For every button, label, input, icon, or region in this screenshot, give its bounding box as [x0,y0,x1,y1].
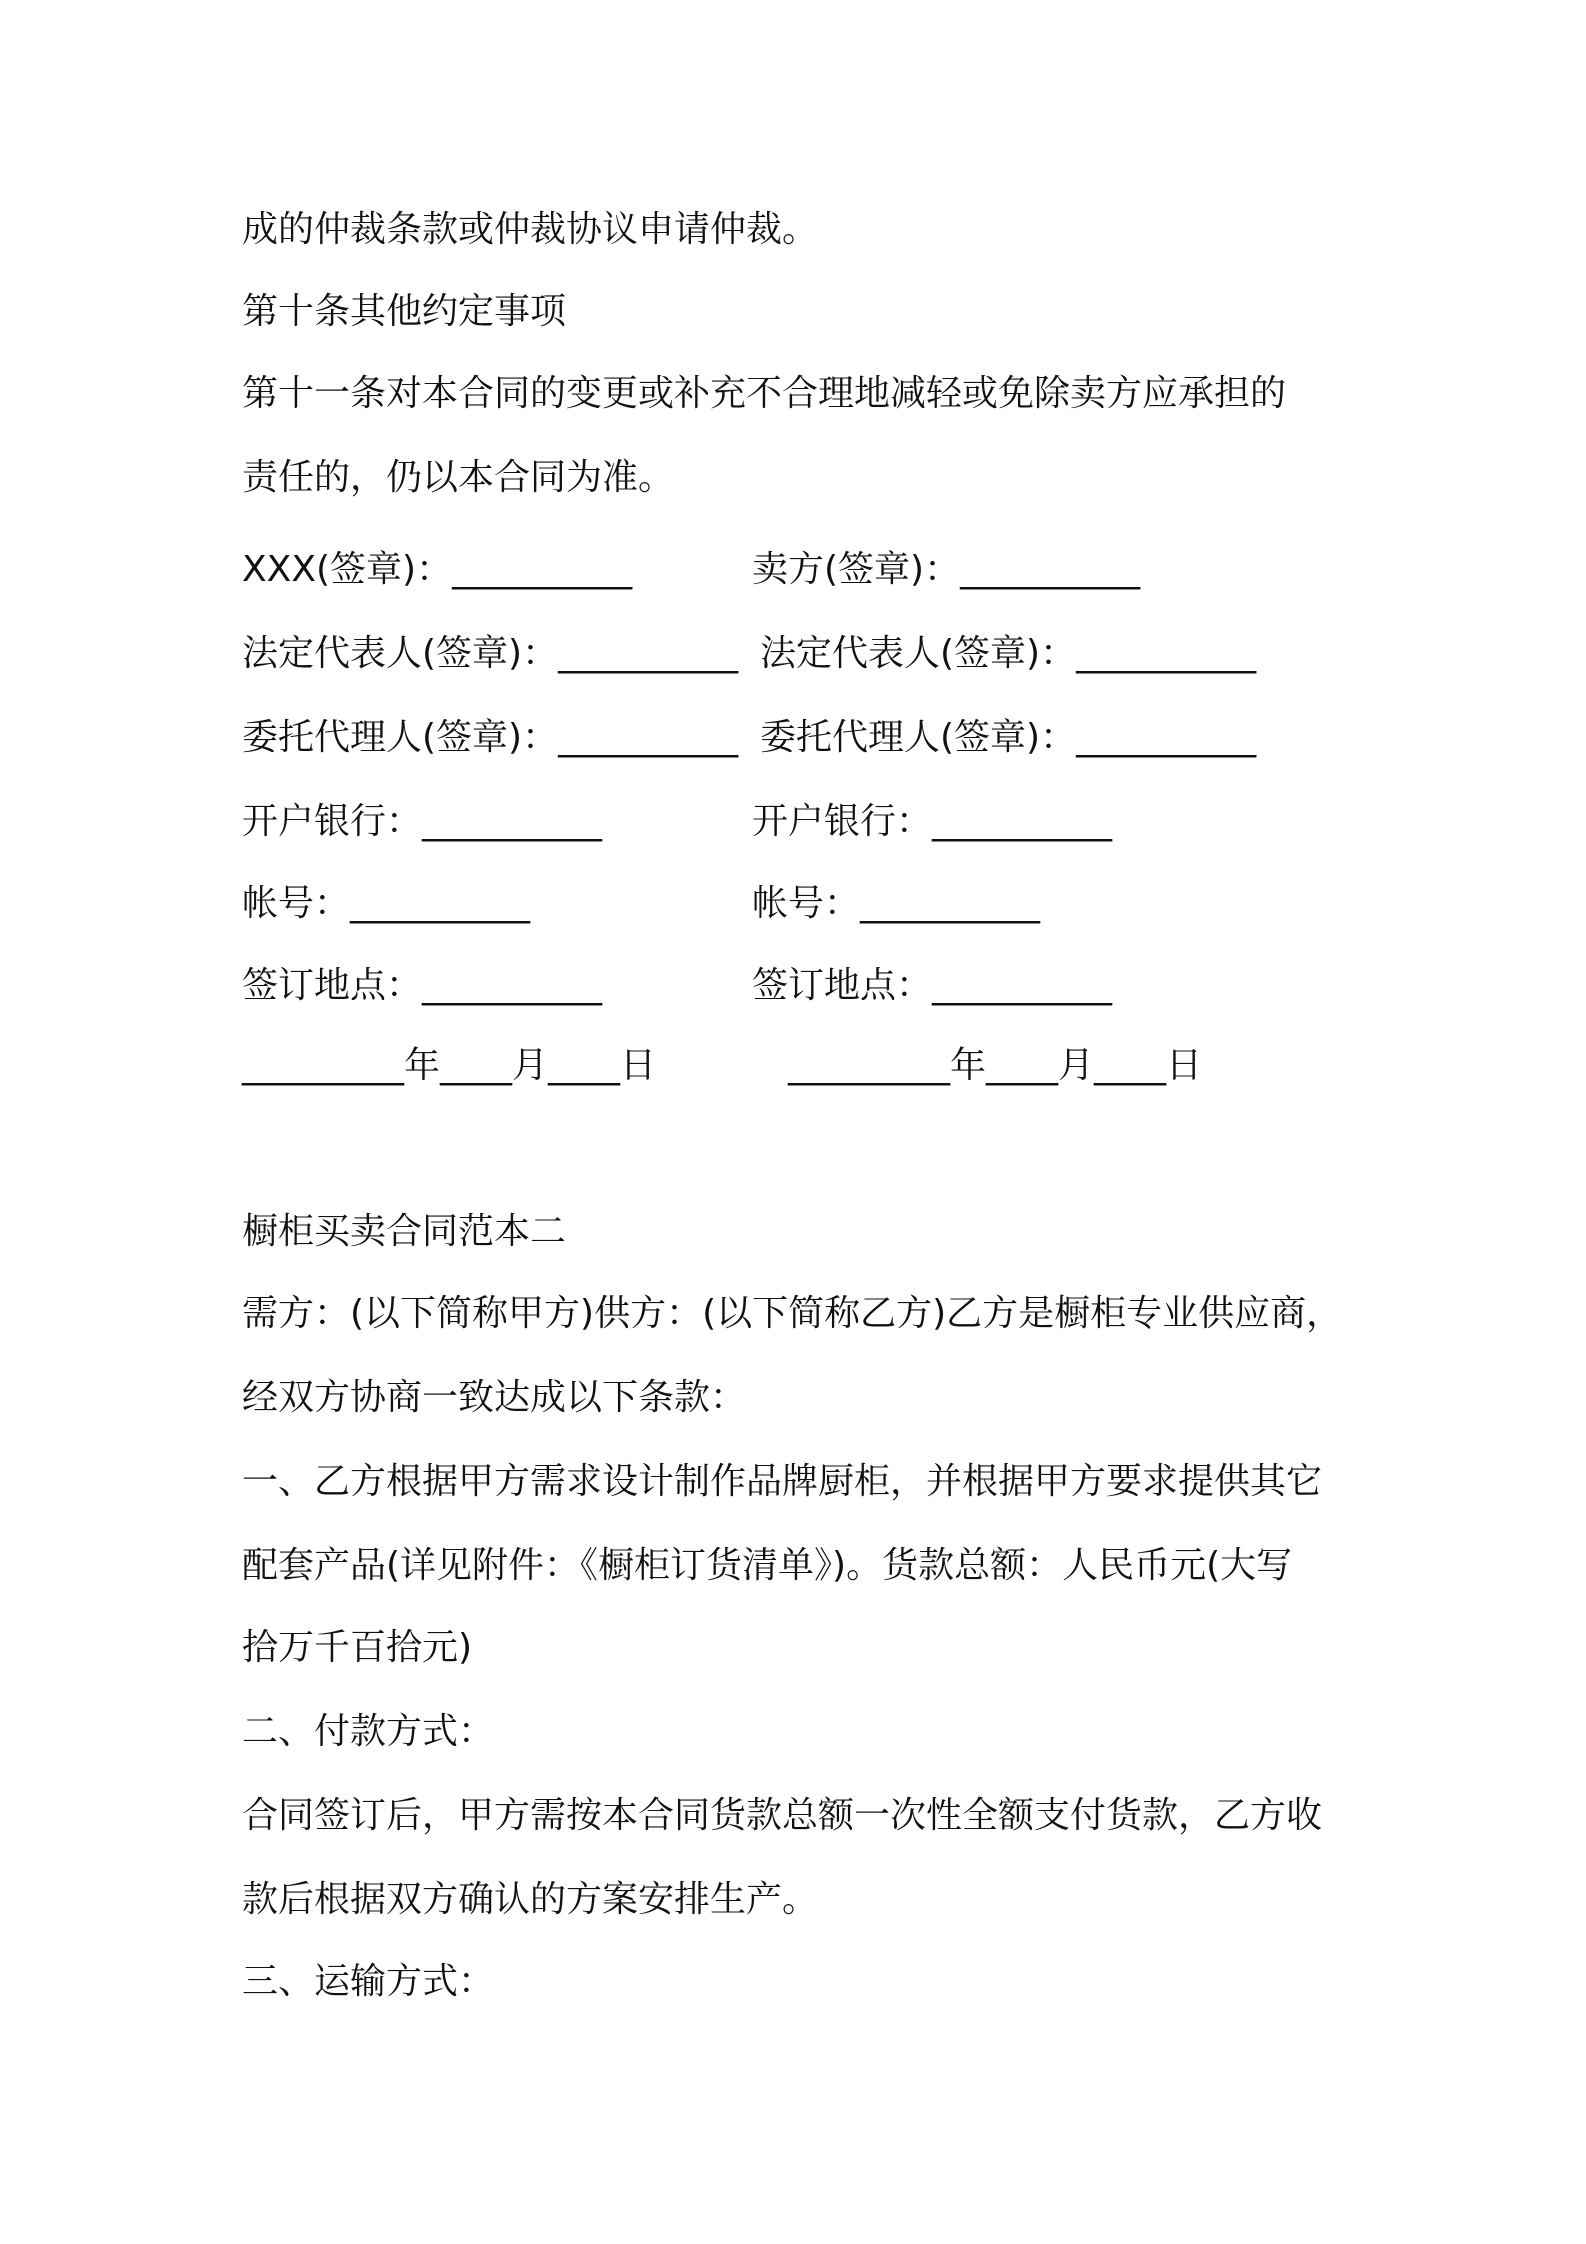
clause-2-line-1: 合同签订后，甲方需按本合同货款总额一次性全额支付货款，乙方收 [242,1795,1323,1836]
article-11-line-1: 第十一条对本合同的变更或补充不合理地减轻或免除卖方应承担的 [242,373,1287,414]
article-10-heading: 第十条其他约定事项 [242,291,567,332]
signature-buyer-seal: XXX(签章)：__________ [242,549,633,590]
signature-legal-rep-left: 法定代表人(签章)：__________ [242,633,739,674]
clause-2-heading: 二、付款方式： [242,1711,495,1752]
signature-date-left: _________年____月____日 [242,1045,656,1086]
article-11-line-2: 责任的，仍以本合同为准。 [242,457,675,498]
arbitration-continuation: 成的仲裁条款或仲裁协议申请仲裁。 [242,209,819,250]
clause-2-line-2: 款后根据双方确认的方案安排生产。 [242,1879,819,1920]
signature-seller-seal: 卖方(签章)：__________ [752,549,1141,590]
signature-legal-rep-right: 法定代表人(签章)：__________ [760,633,1257,674]
clause-1-line-1: 一、乙方根据甲方需求设计制作品牌厨柜，并根据甲方要求提供其它 [242,1461,1323,1502]
signature-account-right: 帐号：__________ [752,883,1041,924]
parties-line-2: 经双方协商一致达成以下条款： [242,1377,747,1418]
signature-place-left: 签订地点：__________ [242,965,603,1006]
signature-bank-right: 开户银行：__________ [752,801,1113,842]
signature-bank-left: 开户银行：__________ [242,801,603,842]
signature-account-left: 帐号：__________ [242,883,531,924]
clause-3-heading: 三、运输方式： [242,1961,495,2002]
parties-line-1: 需方：(以下简称甲方)供方：(以下简称乙方)乙方是橱柜专业供应商， [242,1293,1343,1334]
signature-agent-right: 委托代理人(签章)：__________ [760,717,1257,758]
sample-2-title: 橱柜买卖合同范本二 [242,1211,567,1252]
clause-1-line-2: 配套产品(详见附件：《橱柜订货清单》)。货款总额：人民币元(大写 [242,1545,1293,1586]
signature-date-right: _________年____月____日 [788,1045,1202,1086]
clause-1-line-3: 拾万千百拾元) [242,1627,473,1668]
signature-agent-left: 委托代理人(签章)：__________ [242,717,739,758]
signature-place-right: 签订地点：__________ [752,965,1113,1006]
